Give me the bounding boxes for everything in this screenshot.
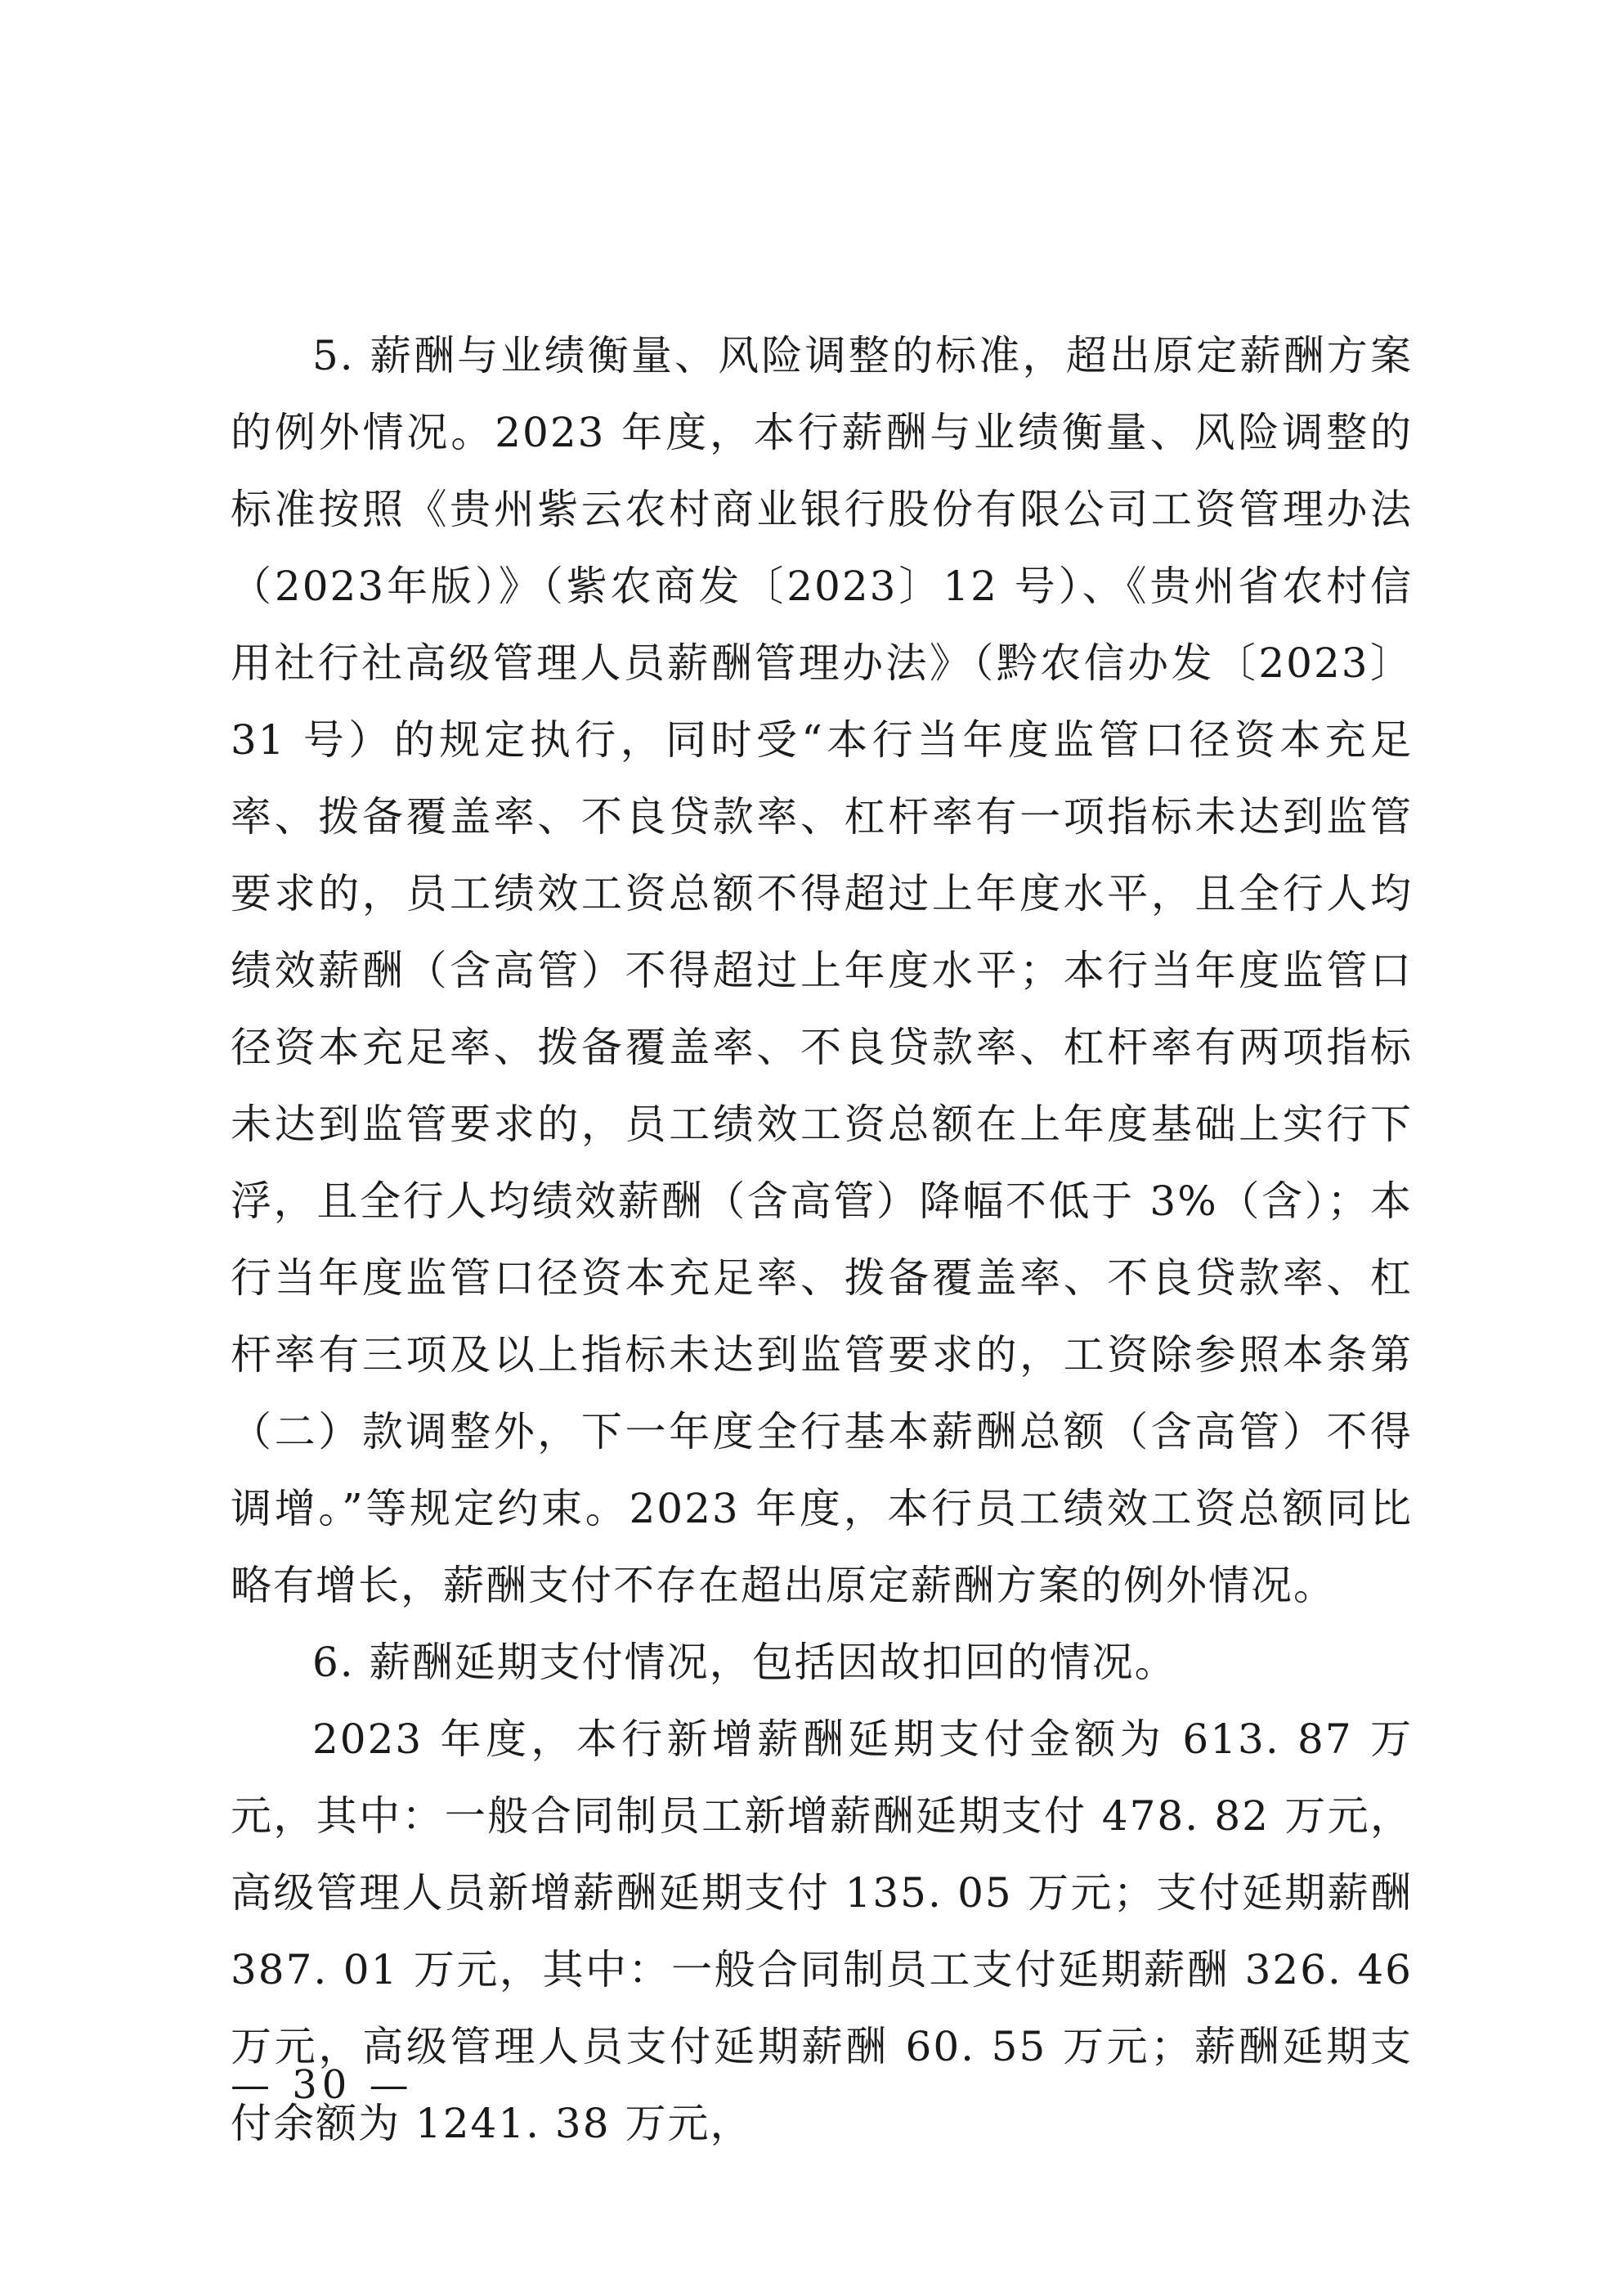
paragraph-deferred-pay-heading: 6. 薪酬延期支付情况，包括因故扣回的情况。 — [312, 1639, 1177, 1686]
paragraph-compensation-standards: 5. 薪酬与业绩衡量、风险调整的标准，超出原定薪酬方案的例外情况。2023 年度，本行薪酬与业绩衡量、风险调整的标准按照《贵州紫云农村商业银行股份有限公司工资管理办法（2023年版）》（紫农商发〔2023〕12 号）、《贵州省农村信用社行社高级管理人员薪酬管理办法》（黔农信办发〔2023〕31 号）的规定执行，同时受“本行当年度监管口径资本充足率、拨备覆盖率、不良贷款率、杠杆率有一项指标未达到监管要求的，员工绩效工资总额不得超过上年度水平，且全行人均绩效薪酬（含高管）不得超过上年度水平；本行当年度监管口径资本充足率、拨备覆盖率、不良贷款率、杠杆率有两项指标未达到监管要求的，员工绩效工资总额在上年度基础上实行下浮，且全行人均绩效薪酬（含高管）降幅不低于 3%（含）；本行当年度监管口径资本充足率、拨备覆盖率、不良贷款率、杠杆率有三项及以上指标未达到监管要求的，工资除参照本条第（二）款调整外，下一年度全行基本薪酬总额（含高管）不得调增。”等规定约束。2023 年度，本行员工绩效工资总额同比略有增长，薪酬支付不存在超出原定薪酬方案的例外情况。 — [231, 332, 1413, 1609]
document-body — [231, 317, 1413, 2162]
page-number: — 30 — — [231, 2062, 414, 2108]
paragraph-deferred-pay-details: 2023 年度，本行新增薪酬延期支付金额为 613. 87 万元，其中：一般合同制员工新增薪酬延期支付 478. 82 万元，高级管理人员新增薪酬延期支付 135. 05 万元；支付延期薪酬 387. 01 万元，其中：一般合同制员工支付延期薪酬 326. 46 万元，高级管理人员支付延期薪酬 60. 55 万元；薪酬延期支付余额为 1241. 38 万元， — [231, 1715, 1413, 2147]
